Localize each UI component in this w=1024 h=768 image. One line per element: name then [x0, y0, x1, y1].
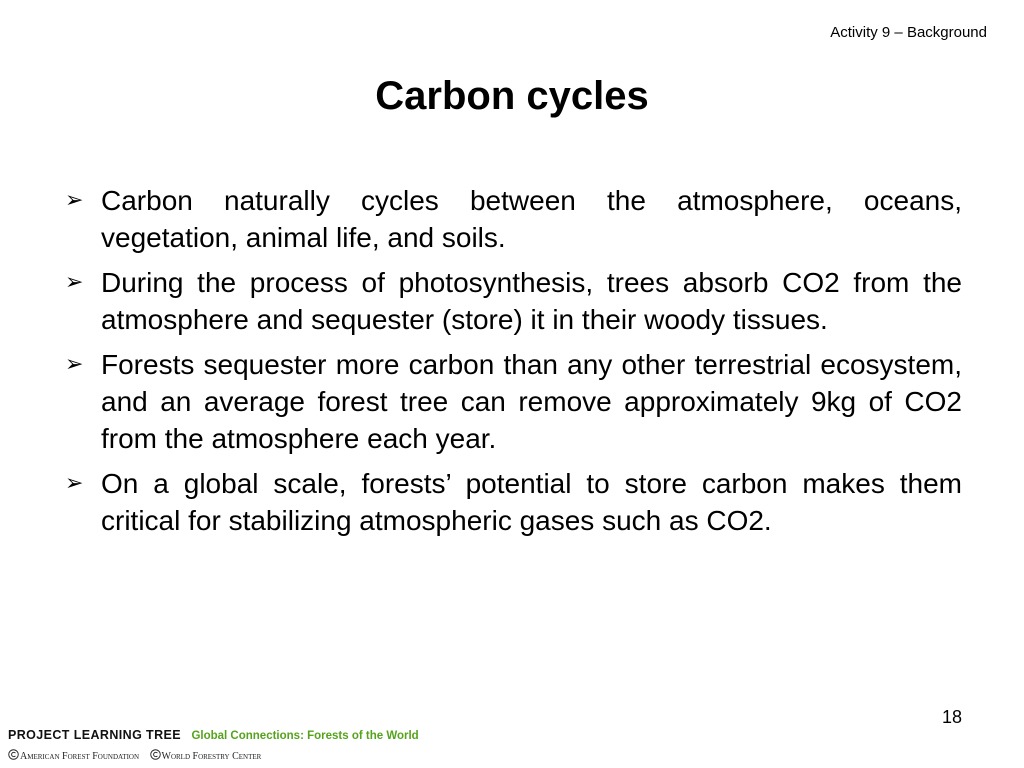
- copyright-icon: [150, 749, 161, 760]
- footer-branding: [8, 727, 488, 744]
- bullet-item: [62, 465, 962, 539]
- page-number: 18: [941, 707, 962, 727]
- activity-label: Activity 9 – Background: [830, 24, 987, 41]
- bullet-item: [62, 264, 962, 338]
- bullet-item: [62, 346, 962, 457]
- footer-copyrights: [8, 749, 488, 764]
- arrow-bullet-icon: ➢: [65, 471, 84, 496]
- bullet-text: Forests sequester more carbon than any other terrestrial ecosystem, and an average forest tree can remove approximately 9kg of CO2 from the atmosphere each year.: [101, 349, 962, 454]
- arrow-bullet-icon: ➢: [65, 188, 84, 213]
- bullet-text: On a global scale, forests’ potential to store carbon makes them critical for stabilizing atmospheric gases such as CO2.: [101, 468, 962, 536]
- arrow-bullet-icon: ➢: [65, 352, 84, 377]
- arrow-bullet-icon: ➢: [65, 270, 84, 295]
- bullet-item: [62, 182, 962, 256]
- bullet-text: Carbon naturally cycles between the atmosphere, oceans, vegetation, animal life, and soils.: [101, 185, 962, 253]
- copyright-holder: World Forestry Center: [161, 751, 262, 762]
- footer-tagline: Global Connections: Forests of the World: [191, 730, 419, 742]
- organization-name: PROJECT LEARNING TREE: [8, 728, 181, 742]
- slide-title: Carbon cycles: [375, 74, 649, 118]
- footer: [8, 727, 488, 764]
- copyright-holder: American Forest Foundation: [20, 751, 140, 762]
- bullet-list: [62, 182, 962, 547]
- copyright-icon: [8, 749, 19, 760]
- bullet-text: During the process of photosynthesis, trees absorb CO2 from the atmosphere and sequester (store) it in their woody tissues.: [101, 267, 962, 335]
